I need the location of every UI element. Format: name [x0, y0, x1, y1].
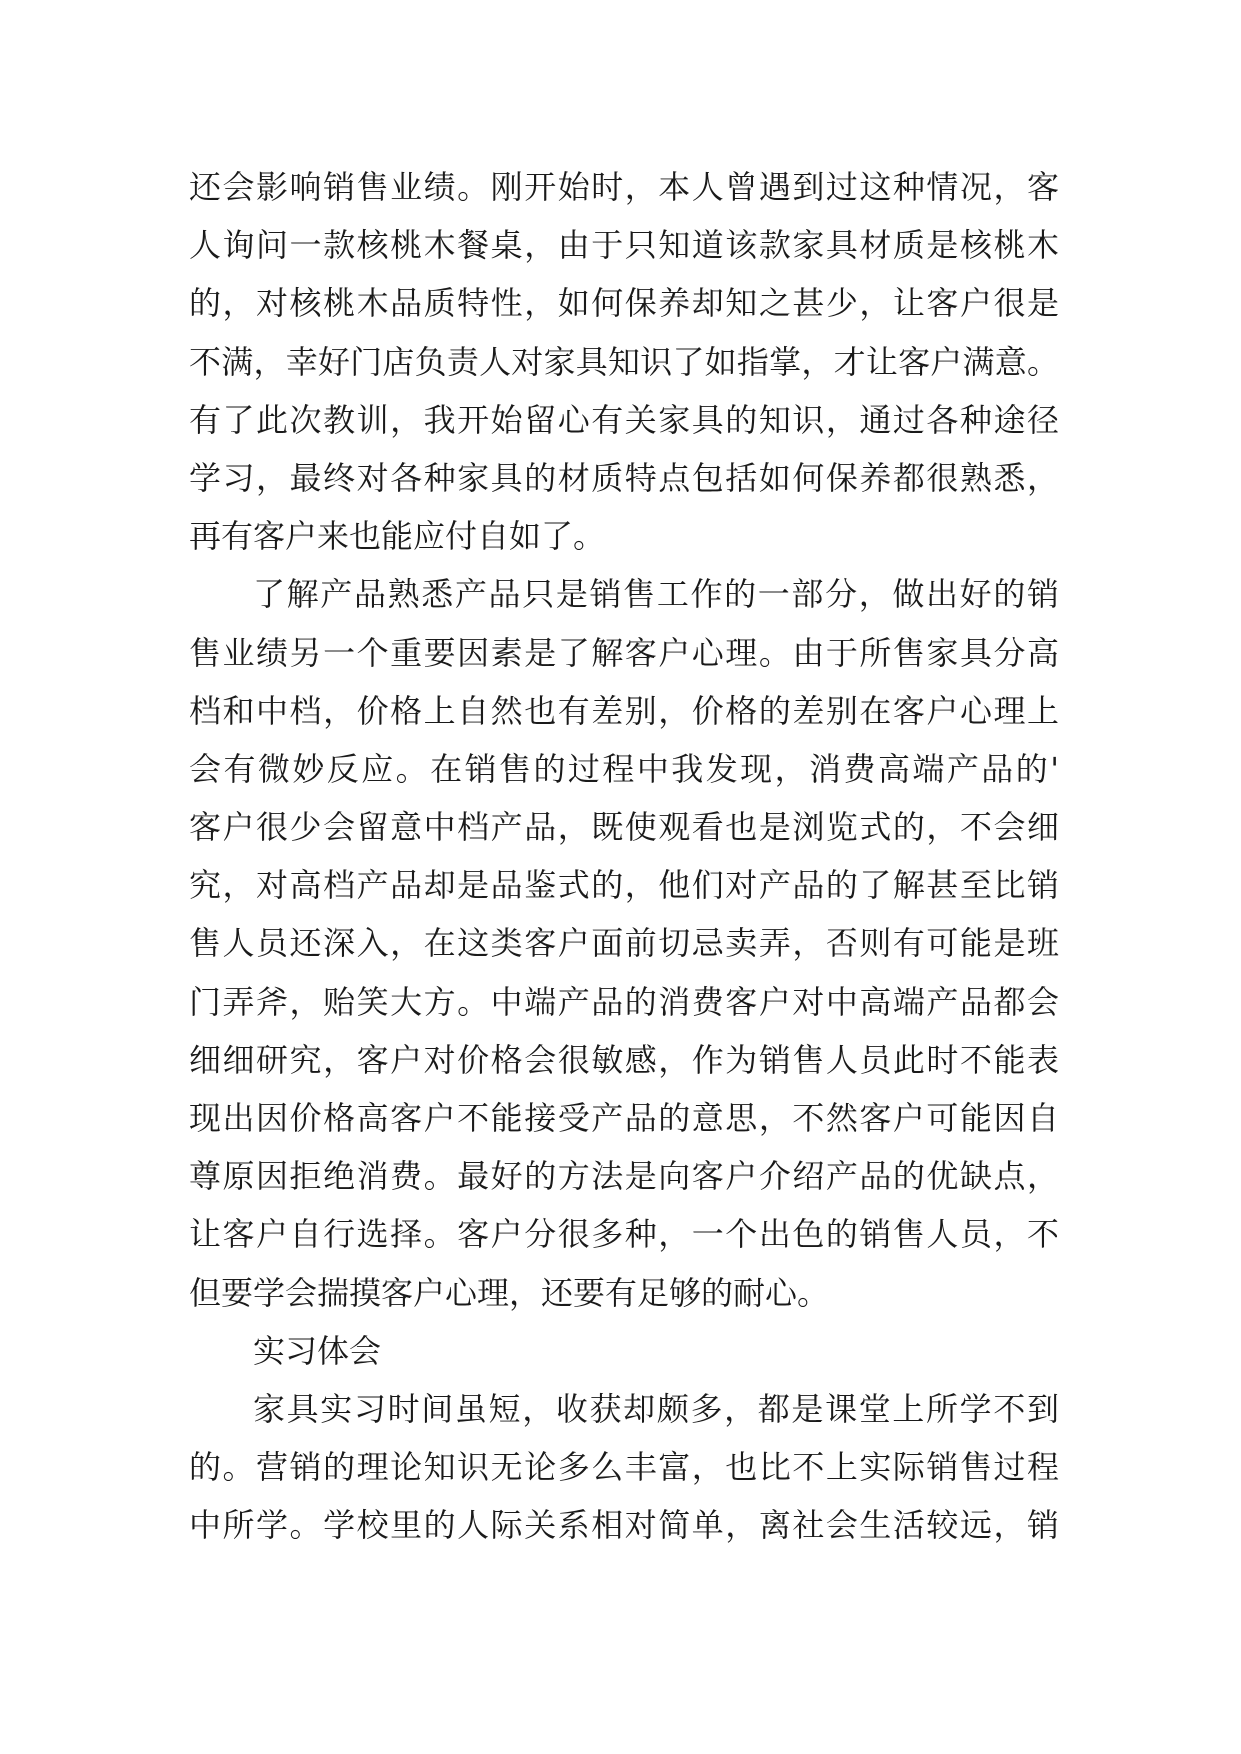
text-line: 售人员还深入，在这类客户面前切忌卖弄，否则有可能是班 [189, 924, 1059, 963]
text-line: 家具实习时间虽短，收获却颇多，都是课堂上所学不到 [253, 1389, 1059, 1428]
text-line: 还会影响销售业绩。刚开始时，本人曾遇到过这种情况，客 [189, 168, 1059, 206]
text-line: 的，对核桃木品质特性，如何保养却知之甚少，让客户很是 [189, 284, 1059, 323]
document-body [189, 158, 1059, 1555]
text-line: 售业绩另一个重要因素是了解客户心理。由于所售家具分高 [189, 633, 1059, 672]
text-line: 现出因价格高客户不能接受产品的意思，不然客户可能因自 [189, 1099, 1059, 1137]
text-line: 门弄斧，贻笑大方。中端产品的消费客户对中高端产品都会 [189, 982, 1059, 1021]
text-line: 但要学会揣摸客户心理，还要有足够的耐心。 [189, 1273, 830, 1312]
text-line: 究，对高档产品却是品鉴式的，他们对产品的了解甚至比销 [189, 866, 1059, 905]
text-line: 实习体会 [253, 1331, 382, 1370]
text-line: 尊原因拒绝消费。最好的方法是向客户介绍产品的优缺点， [189, 1157, 1059, 1196]
text-line: 细细研究，客户对价格会很敏感，作为销售人员此时不能表 [189, 1040, 1059, 1079]
text-line: 人询问一款核桃木餐桌，由于只知道该款家具材质是核桃木 [189, 226, 1059, 265]
text-line: 有了此次教训，我开始留心有关家具的知识，通过各种途径 [189, 400, 1059, 439]
text-line: 让客户自行选择。客户分很多种，一个出色的销售人员，不 [189, 1215, 1059, 1254]
text-line: 不满，幸好门店负责人对家具知识了如指掌，才让客户满意。 [189, 342, 1059, 381]
text-line: 会有微妙反应。在销售的过程中我发现，消费高端产品的' [189, 749, 1059, 788]
text-line: 档和中档，价格上自然也有差别，价格的差别在客户心理上 [189, 691, 1059, 730]
text-line: 中所学。学校里的人际关系相对简单，离社会生活较远，销 [189, 1506, 1059, 1545]
text-line: 学习，最终对各种家具的材质特点包括如何保养都很熟悉， [189, 458, 1059, 497]
text-line: 客户很少会留意中档产品，既使观看也是浏览式的，不会细 [189, 808, 1059, 847]
text-line: 再有客户来也能应付自如了。 [189, 517, 606, 556]
text-line: 了解产品熟悉产品只是销售工作的一部分，做出好的销 [253, 575, 1059, 614]
text-line: 的。营销的理论知识无论多么丰富，也比不上实际销售过程 [189, 1448, 1059, 1487]
